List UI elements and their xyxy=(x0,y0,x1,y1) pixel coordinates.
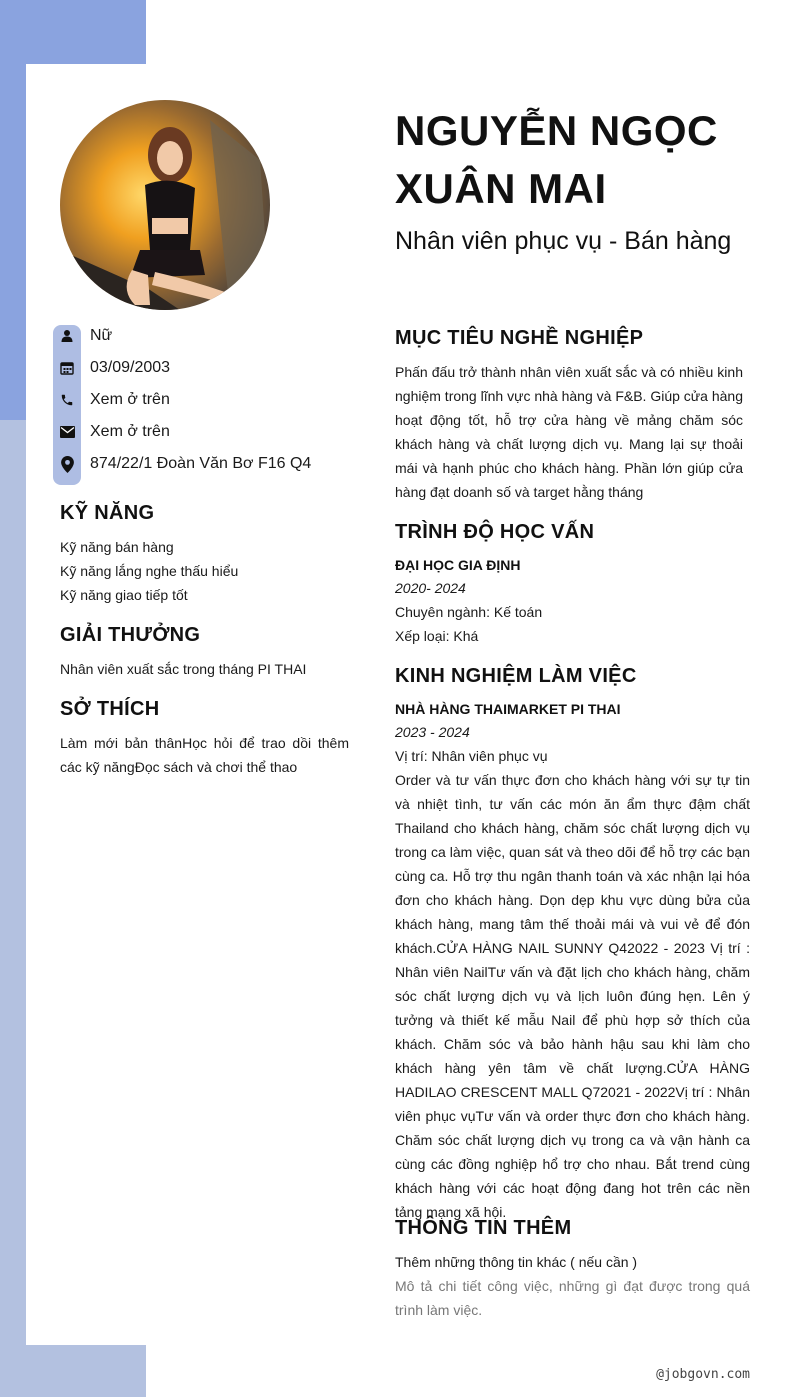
additional-line-1: Thêm những thông tin khác ( nếu cần ) xyxy=(395,1254,638,1270)
hobbies-heading: SỞ THÍCH xyxy=(60,698,160,720)
contact-email xyxy=(53,416,353,448)
phone-icon xyxy=(53,384,81,416)
skill-item: Kỹ năng lắng nghe thấu hiểu xyxy=(60,563,239,579)
mail-icon xyxy=(53,416,81,448)
education-major: Chuyên ngành: Kế toán xyxy=(395,604,543,620)
awards-heading: GIẢI THƯỞNG xyxy=(60,624,201,646)
hobbies-text: Làm mới bản thânHọc hỏi để trao dồi thêm các kỹ năngĐọc sách và chơi thể thao xyxy=(60,735,349,775)
experience-heading: KINH NGHIỆM LÀM VIỆC xyxy=(395,665,637,687)
experience-company: NHÀ HÀNG THAIMARKET PI THAI xyxy=(395,701,621,717)
candidate-name: NGUYỄN NGỌC XUÂN MAI xyxy=(395,107,718,212)
education-grade: Xếp loại: Khá xyxy=(395,628,479,644)
phone-value: Xem ở trên xyxy=(90,391,170,408)
contact-address xyxy=(53,448,353,480)
birthday-value: 03/09/2003 xyxy=(90,359,171,376)
contact-birthday xyxy=(53,352,353,384)
objective-heading: MỤC TIÊU NGHỀ NGHIỆP xyxy=(395,327,644,349)
location-pin-icon xyxy=(53,448,81,480)
skill-item: Kỹ năng giao tiếp tốt xyxy=(60,587,188,603)
person-icon xyxy=(53,320,81,352)
education-period: 2020- 2024 xyxy=(395,580,466,596)
education-school: ĐẠI HỌC GIA ĐỊNH xyxy=(395,557,521,573)
objective-text: Phấn đấu trở thành nhân viên xuất sắc và có nhiều kinh nghiệm trong lĩnh vực nhà hàng và F&B. Giúp cửa hàng hoạt động tốt, hỗ trợ cửa hàng về mảng chăm sóc khách hàng và chất lượng dịch vụ. Mang lại sự thoải mái và hạnh phúc cho khách hàng. Phần lớn giúp cửa hàng đạt doanh số và target hằng tháng xyxy=(395,364,743,500)
skills-heading: KỸ NĂNG xyxy=(60,502,155,524)
skills-list xyxy=(60,535,350,607)
additional-line-2: Mô tả chi tiết công việc, những gì đạt được trong quá trình làm việc. xyxy=(395,1278,750,1318)
contact-gender xyxy=(53,320,353,352)
gender-value: Nữ xyxy=(90,327,113,344)
additional-heading: THÔNG TIN THÊM xyxy=(395,1217,572,1239)
experience-position: Vị trí: Nhân viên phục vụ xyxy=(395,748,548,764)
contact-phone xyxy=(53,384,353,416)
skill-item: Kỹ năng bán hàng xyxy=(60,539,174,555)
address-value: 874/22/1 Đoàn Văn Bơ F16 Q4 xyxy=(90,455,312,472)
watermark: @jobgovn.com xyxy=(656,1367,750,1382)
email-value: Xem ở trên xyxy=(90,423,170,440)
calendar-icon xyxy=(53,352,81,384)
awards-text: Nhân viên xuất sắc trong tháng PI THAI xyxy=(60,661,307,677)
experience-period: 2023 - 2024 xyxy=(395,724,470,740)
avatar xyxy=(60,100,270,310)
experience-description: Order và tư vấn thực đơn cho khách hàng với sự tự tin và nhiệt tình, tư vấn các món ăn ẩm thực đậm chất Thailand cho khách hàng, chăm sóc chất lượng dịch vụ trong ca làm việc, quan sát và theo dõi để hỗ trợ các bạn cùng ca. Hỗ trợ thu ngân thanh toán và xác nhận lại hóa đơn cho khách hàng. Dọn dẹp khu vực dùng bửa của khách hàng, mang tâm thế thoải mái và vui vẻ để đón khách.CỬA HÀNG NAIL SUNNY Q42022 - 2023 Vị trí : Nhân viên NailTư vấn và đặt lịch cho khách hàng, chăm sóc chất lượng dịch vụ và lịch luôn đúng hẹn. Lên ý tưởng và thiết kế mẫu Nail để phù hợp sở thích của khách. Chăm sóc và bảo hành hậu sau khi làm cho khách hàng yên tâm về chất lượng.CỬA HÀNG HADILAO CRESCENT MALL Q72021 - 2022Vị trí : Nhân viên phục vụTư vấn và order thực đơn cho khách hàng. Chăm sóc chất lượng dịch vụ trong ca và vận hành ca cùng các đồng nghiệp hổ trợ cho nhau. Bắt trend cùng khách hàng với các hoạt động đang hot trên các nền tảng mạng xã hội. xyxy=(395,772,750,1220)
education-heading: TRÌNH ĐỘ HỌC VẤN xyxy=(395,521,595,543)
job-title: Nhân viên phục vụ - Bán hàng xyxy=(395,227,732,255)
